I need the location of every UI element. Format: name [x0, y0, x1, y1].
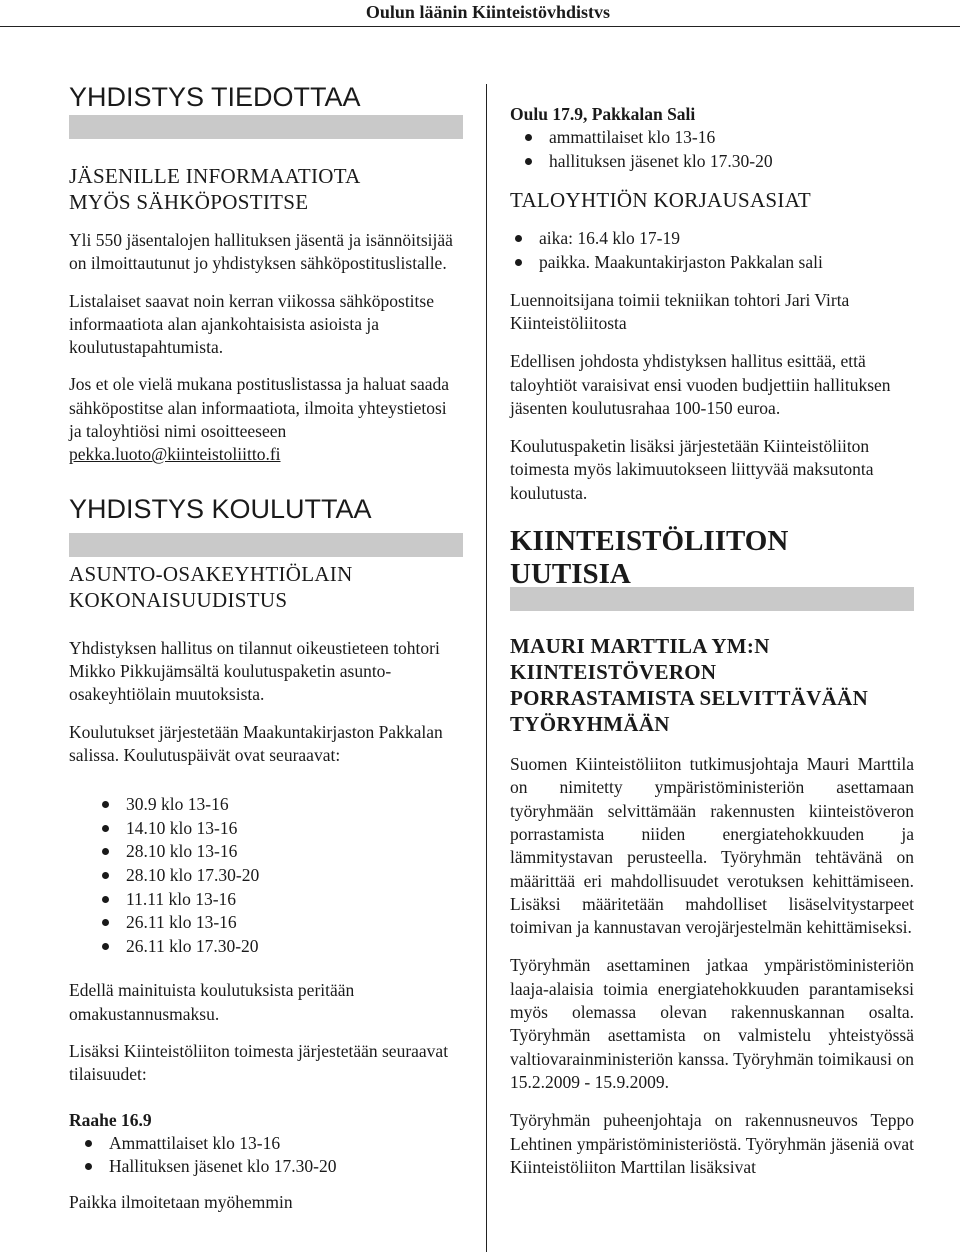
list-item: 26.11 klo 13-16: [126, 911, 463, 935]
paragraph-text: Jos et ole vielä mukana postituslistassa ja haluat saada sähköpostitse alan informaatiota, ilmoita yhteystietosi ja taloyhtiösi nimi osoitteeseen: [69, 374, 450, 442]
paragraph: Luennoitsijana toimii tekniikan tohtori Jari Virta Kiinteistöliitosta: [510, 289, 850, 333]
oulu-title: Oulu 17.9, Pakkalan Sali: [510, 104, 696, 124]
list-item: Hallituksen jäsenet klo 17.30-20: [109, 1155, 463, 1179]
page-header: [0, 0, 960, 27]
section-bar: [69, 115, 463, 139]
list-item: aika: 16.4 klo 17-19: [539, 227, 914, 251]
section-title-kouluttaa: YHDISTYS KOULUTTAA: [69, 493, 372, 524]
email-link[interactable]: pekka.luoto@kiinteistoliitto.fi: [69, 444, 281, 465]
right-column: [510, 103, 914, 1179]
list-item: Ammattilaiset klo 13-16: [109, 1132, 463, 1156]
info-title-line2: MYÖS SÄHKÖPOSTITSE: [69, 190, 309, 214]
paragraph: Lisäksi Kiinteistöliiton toimesta järjestetään seuraavat tilaisuudet:: [69, 1040, 449, 1085]
paragraph: Työryhmän asettaminen jatkaa ympäristöministeriön laaja-alaisia toimia energiatehokkuuden parantamiseksi myös olemassa olevan rakennuskannan osalta. Työryhmän asettamista on valmistelu yhteistyössä valtiovarainministeriön kanssa. Työryhmän toimikausi on 15.2.2009 - 15.9.2009.: [510, 955, 914, 1092]
paragraph: Edellisen johdosta yhdistyksen hallitus esittää, että taloyhtiöt varaisivat ensi vuoden budjettiin hallituksen jäsenten koulutusrahaa 100-150 euroa.: [510, 351, 891, 418]
raahe-list: [109, 1132, 463, 1179]
paragraph: Edellä mainituista koulutuksista peritään omakustannusmaksu.: [69, 980, 355, 1024]
paragraph: Listalaiset saavat noin kerran viikossa sähköpostitse informaatiota alan ajankohtaisista asioista ja koulutustapahtumista.: [69, 290, 434, 358]
list-item: 28.10 klo 17.30-20: [126, 864, 463, 888]
paragraph: Koulutukset järjestetään Maakuntakirjaston Pakkalan salissa. Koulutuspäivät ovat seuraavat:: [69, 721, 443, 765]
article-title-line2: KIINTEISTÖVERON: [510, 660, 717, 685]
paragraph: Suomen Kiinteistöliiton tutkimusjohtaja Mauri Marttila on nimitetty ympäristöministeriön asettamaan työryhmään selvittämään rakennusten kiinteistöveron porrastamista niiden energiatehokkuuden ja lämmitystavan perusteella. Työryhmän tehtävänä on määrittää eri mahdollisuudet verotuksen kehittämiseen. Lisäksi määritetään mahdolliset lisäselvitystarpeet toimivan ja kannustavan verojärjestelmän kehittämiseksi.: [510, 754, 914, 938]
course-title: [69, 561, 463, 613]
column-divider: [486, 84, 487, 1252]
raahe-title: Raahe 16.9: [69, 1109, 152, 1130]
oulu-list: [549, 126, 914, 173]
list-item: 30.9 klo 13-16: [126, 793, 463, 817]
paragraph: Koulutuspaketin lisäksi järjestetään Kiinteistöliiton toimesta myös lakimuutokseen liittyvää maksutonta koulutusta.: [510, 436, 874, 503]
article-title-line4: TYÖRYHMÄÄN: [510, 712, 670, 737]
list-item: 28.10 klo 13-16: [126, 840, 463, 864]
course-dates-list: [126, 793, 463, 958]
header-title: Oulun läänin Kiinteistövhdistvs: [365, 2, 610, 22]
article-title: [510, 633, 914, 737]
paragraph: Työryhmän puheenjohtaja on rakennusneuvos Teppo Lehtinen ympäristöministeriöstä. Työryhmän jäseniä ovat Kiinteistöliiton Marttilan lisäksivat: [510, 1110, 914, 1177]
news-title: [510, 525, 914, 591]
course-title-line1: ASUNTO-OSAKEYHTIÖLAIN: [69, 561, 353, 586]
left-column: [69, 80, 463, 1214]
info-title: [69, 163, 463, 215]
section-title-tiedottaa: YHDISTYS TIEDOTTAA: [69, 82, 361, 112]
paragraph: [69, 373, 463, 466]
list-item: hallituksen jäsenet klo 17.30-20: [549, 150, 914, 174]
list-item: 26.11 klo 17.30-20: [126, 935, 463, 959]
news-title-line2: UUTISIA: [510, 558, 631, 591]
info-title-line1: JÄSENILLE INFORMAATIOTA: [69, 164, 361, 188]
article-title-line3: PORRASTAMISTA SELVITTÄVÄÄN: [510, 686, 869, 711]
paragraph: Yli 550 jäsentalojen hallituksen jäsentä ja isännöitsijää on ilmoittautunut jo yhdistyksen sähköpostituslistalle.: [69, 230, 453, 274]
paragraph: Paikka ilmoitetaan myöhemmin: [69, 1191, 293, 1212]
list-item: paikka. Maakuntakirjaston Pakkalan sali: [539, 251, 914, 275]
repair-title: TALOYHTIÖN KORJAUSASIAT: [510, 188, 811, 213]
article-title-line1: MAURI MARTTILA YM:N: [510, 634, 770, 659]
course-title-line2: KOKONAISUUDISTUS: [69, 587, 288, 612]
list-item: 14.10 klo 13-16: [126, 817, 463, 841]
list-item: ammattilaiset klo 13-16: [549, 126, 914, 150]
news-title-line1: KIINTEISTÖLIITON: [510, 525, 789, 558]
list-item: 11.11 klo 13-16: [126, 888, 463, 912]
section-bar: [69, 533, 463, 557]
paragraph: Yhdistyksen hallitus on tilannut oikeustieteen tohtori Mikko Pikkujämsältä koulutuspaketin asunto-osakeyhtiölain muutoksista.: [69, 637, 440, 705]
repair-list: [539, 227, 914, 274]
